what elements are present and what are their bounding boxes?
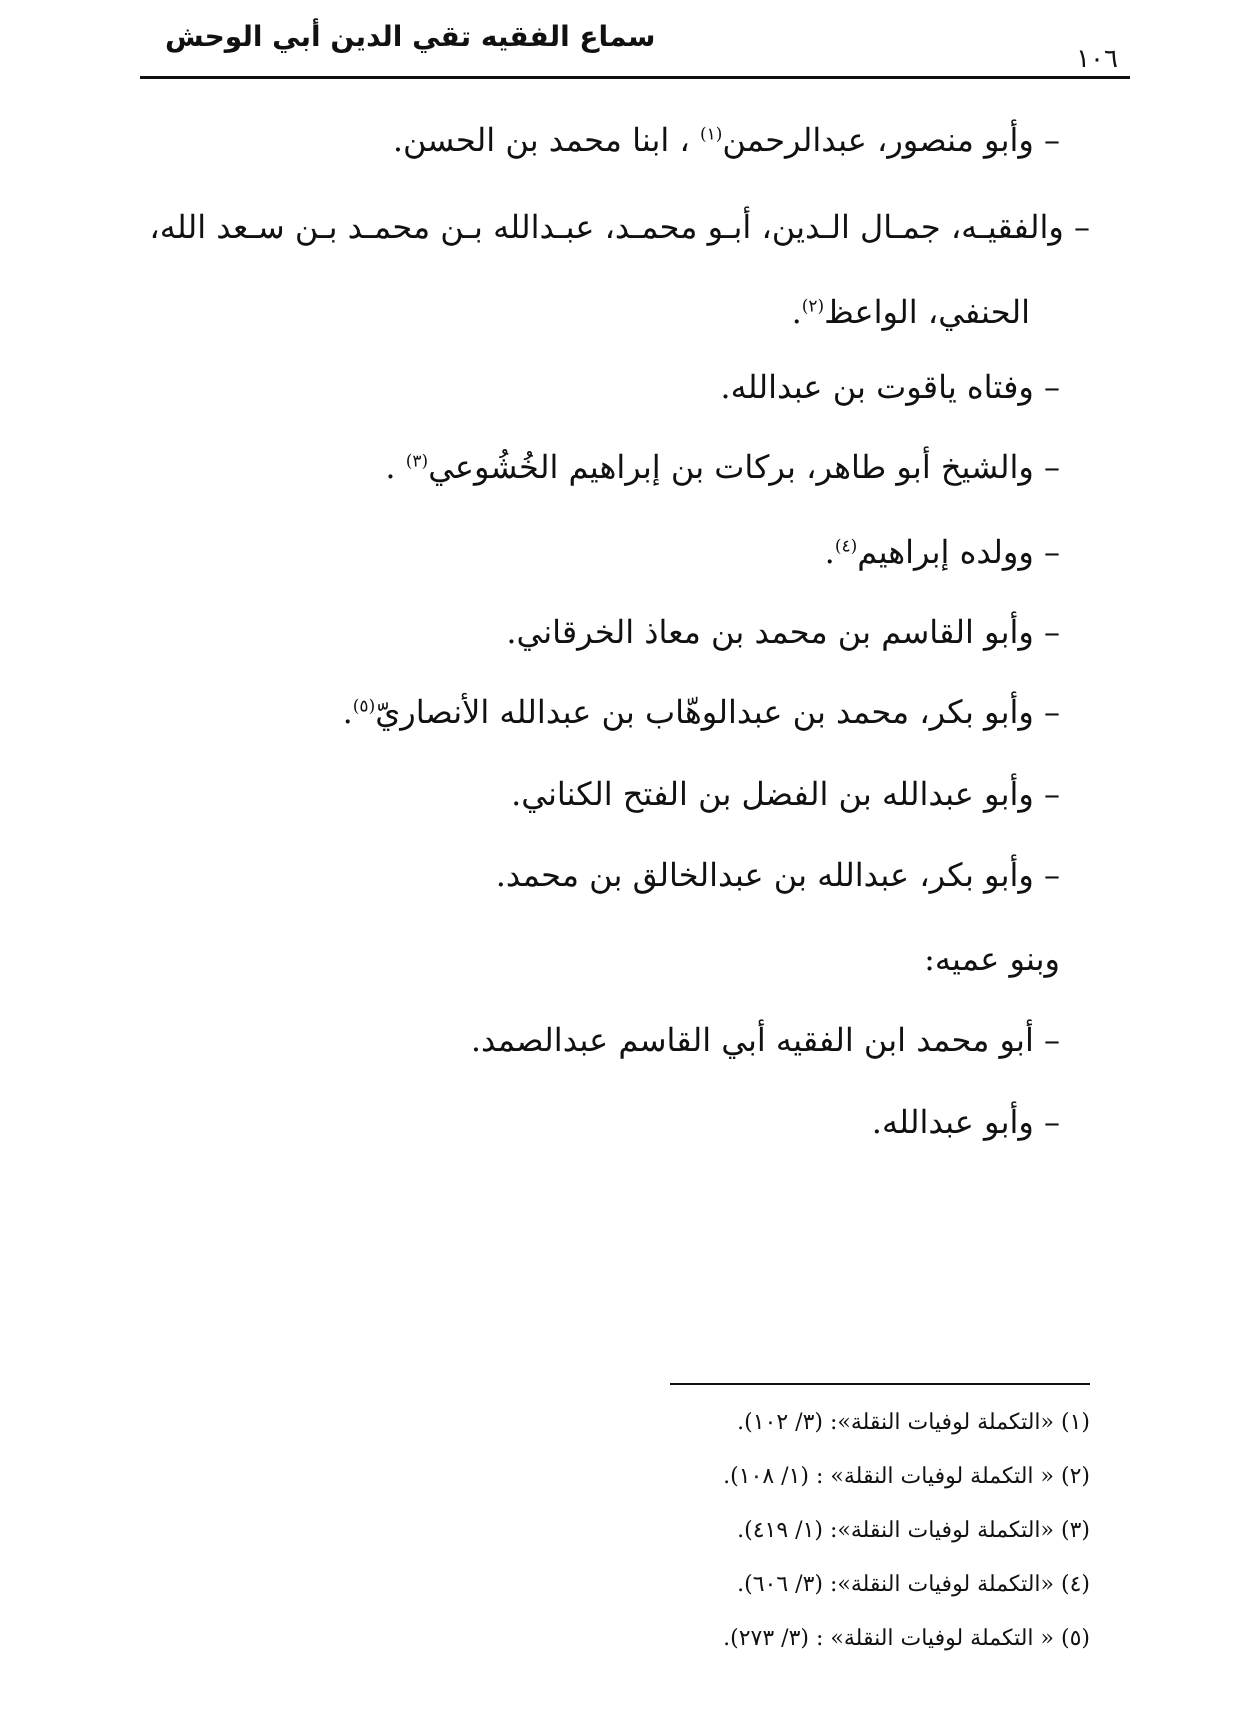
footnote-ref-5: (٥) <box>352 696 376 717</box>
body-line-5: – والشيخ أبو طاهر، بركات بن إبراهيم الخُشُوعي$^{(٣)}$ . <box>385 448 1060 486</box>
body-line-1: – وأبو منصور، عبدالرحمن$^{(١)}$ ، ابنا محمد بن الحسن. <box>392 121 1060 159</box>
section-heading: وبنو عميه: <box>924 940 1060 978</box>
running-header <box>140 18 1130 93</box>
body-line-4: – وفتاه ياقوت بن عبدالله. <box>720 368 1060 406</box>
header-title: سماع الفقيه تقي الدين أبي الوحش <box>165 20 656 53</box>
body-line-3: الحنفي، الواعظ$^{(٢)}$. <box>791 293 1030 331</box>
footnote-rule <box>670 1383 1090 1385</box>
footnote-ref-2: (٢) <box>801 296 825 317</box>
footnote-ref-3: (٣) <box>405 451 429 472</box>
footnote-2: (٢) « التكملة لوفيات النقلة» : (١/ ١٠٨). <box>723 1464 1090 1489</box>
body-line-10: – وأبو بكر، عبدالله بن عبدالخالق بن محمد. <box>495 856 1060 894</box>
body-line-7: – وأبو القاسم بن محمد بن معاذ الخرقاني. <box>506 613 1060 651</box>
footnote-4: (٤) «التكملة لوفيات النقلة»: (٣/ ٦٠٦). <box>737 1572 1090 1597</box>
footnote-5: (٥) « التكملة لوفيات النقلة» : (٣/ ٢٧٣). <box>723 1626 1090 1651</box>
footnote-ref-4: (٤) <box>834 536 858 557</box>
body-line-13: – وأبو عبدالله. <box>871 1103 1060 1141</box>
footnote-1: (١) «التكملة لوفيات النقلة»: (٣/ ١٠٢). <box>737 1410 1090 1435</box>
body-line-9: – وأبو عبدالله بن الفضل بن الفتح الكناني. <box>511 775 1060 813</box>
body-line-8: – وأبو بكر، محمد بن عبدالوهّاب بن عبدالله الأنصاريّ$^{(٥)}$. <box>342 693 1060 731</box>
page-number: ١٠٦ <box>1076 44 1118 74</box>
footnote-3: (٣) «التكملة لوفيات النقلة»: (١/ ٤١٩). <box>737 1518 1090 1543</box>
body-line-2: – والفقيـه، جمـال الـدين، أبـو محمـد، عبـدالله بـن محمـد بـن سـعد الله، <box>149 208 1090 246</box>
body-line-6: – وولده إبراهيم$^{(٤)}$. <box>824 533 1060 571</box>
body-line-12: – أبو محمد ابن الفقيه أبي القاسم عبدالصمد. <box>470 1021 1060 1059</box>
header-rule <box>140 76 1130 79</box>
footnote-ref-1: (١) <box>699 124 723 145</box>
